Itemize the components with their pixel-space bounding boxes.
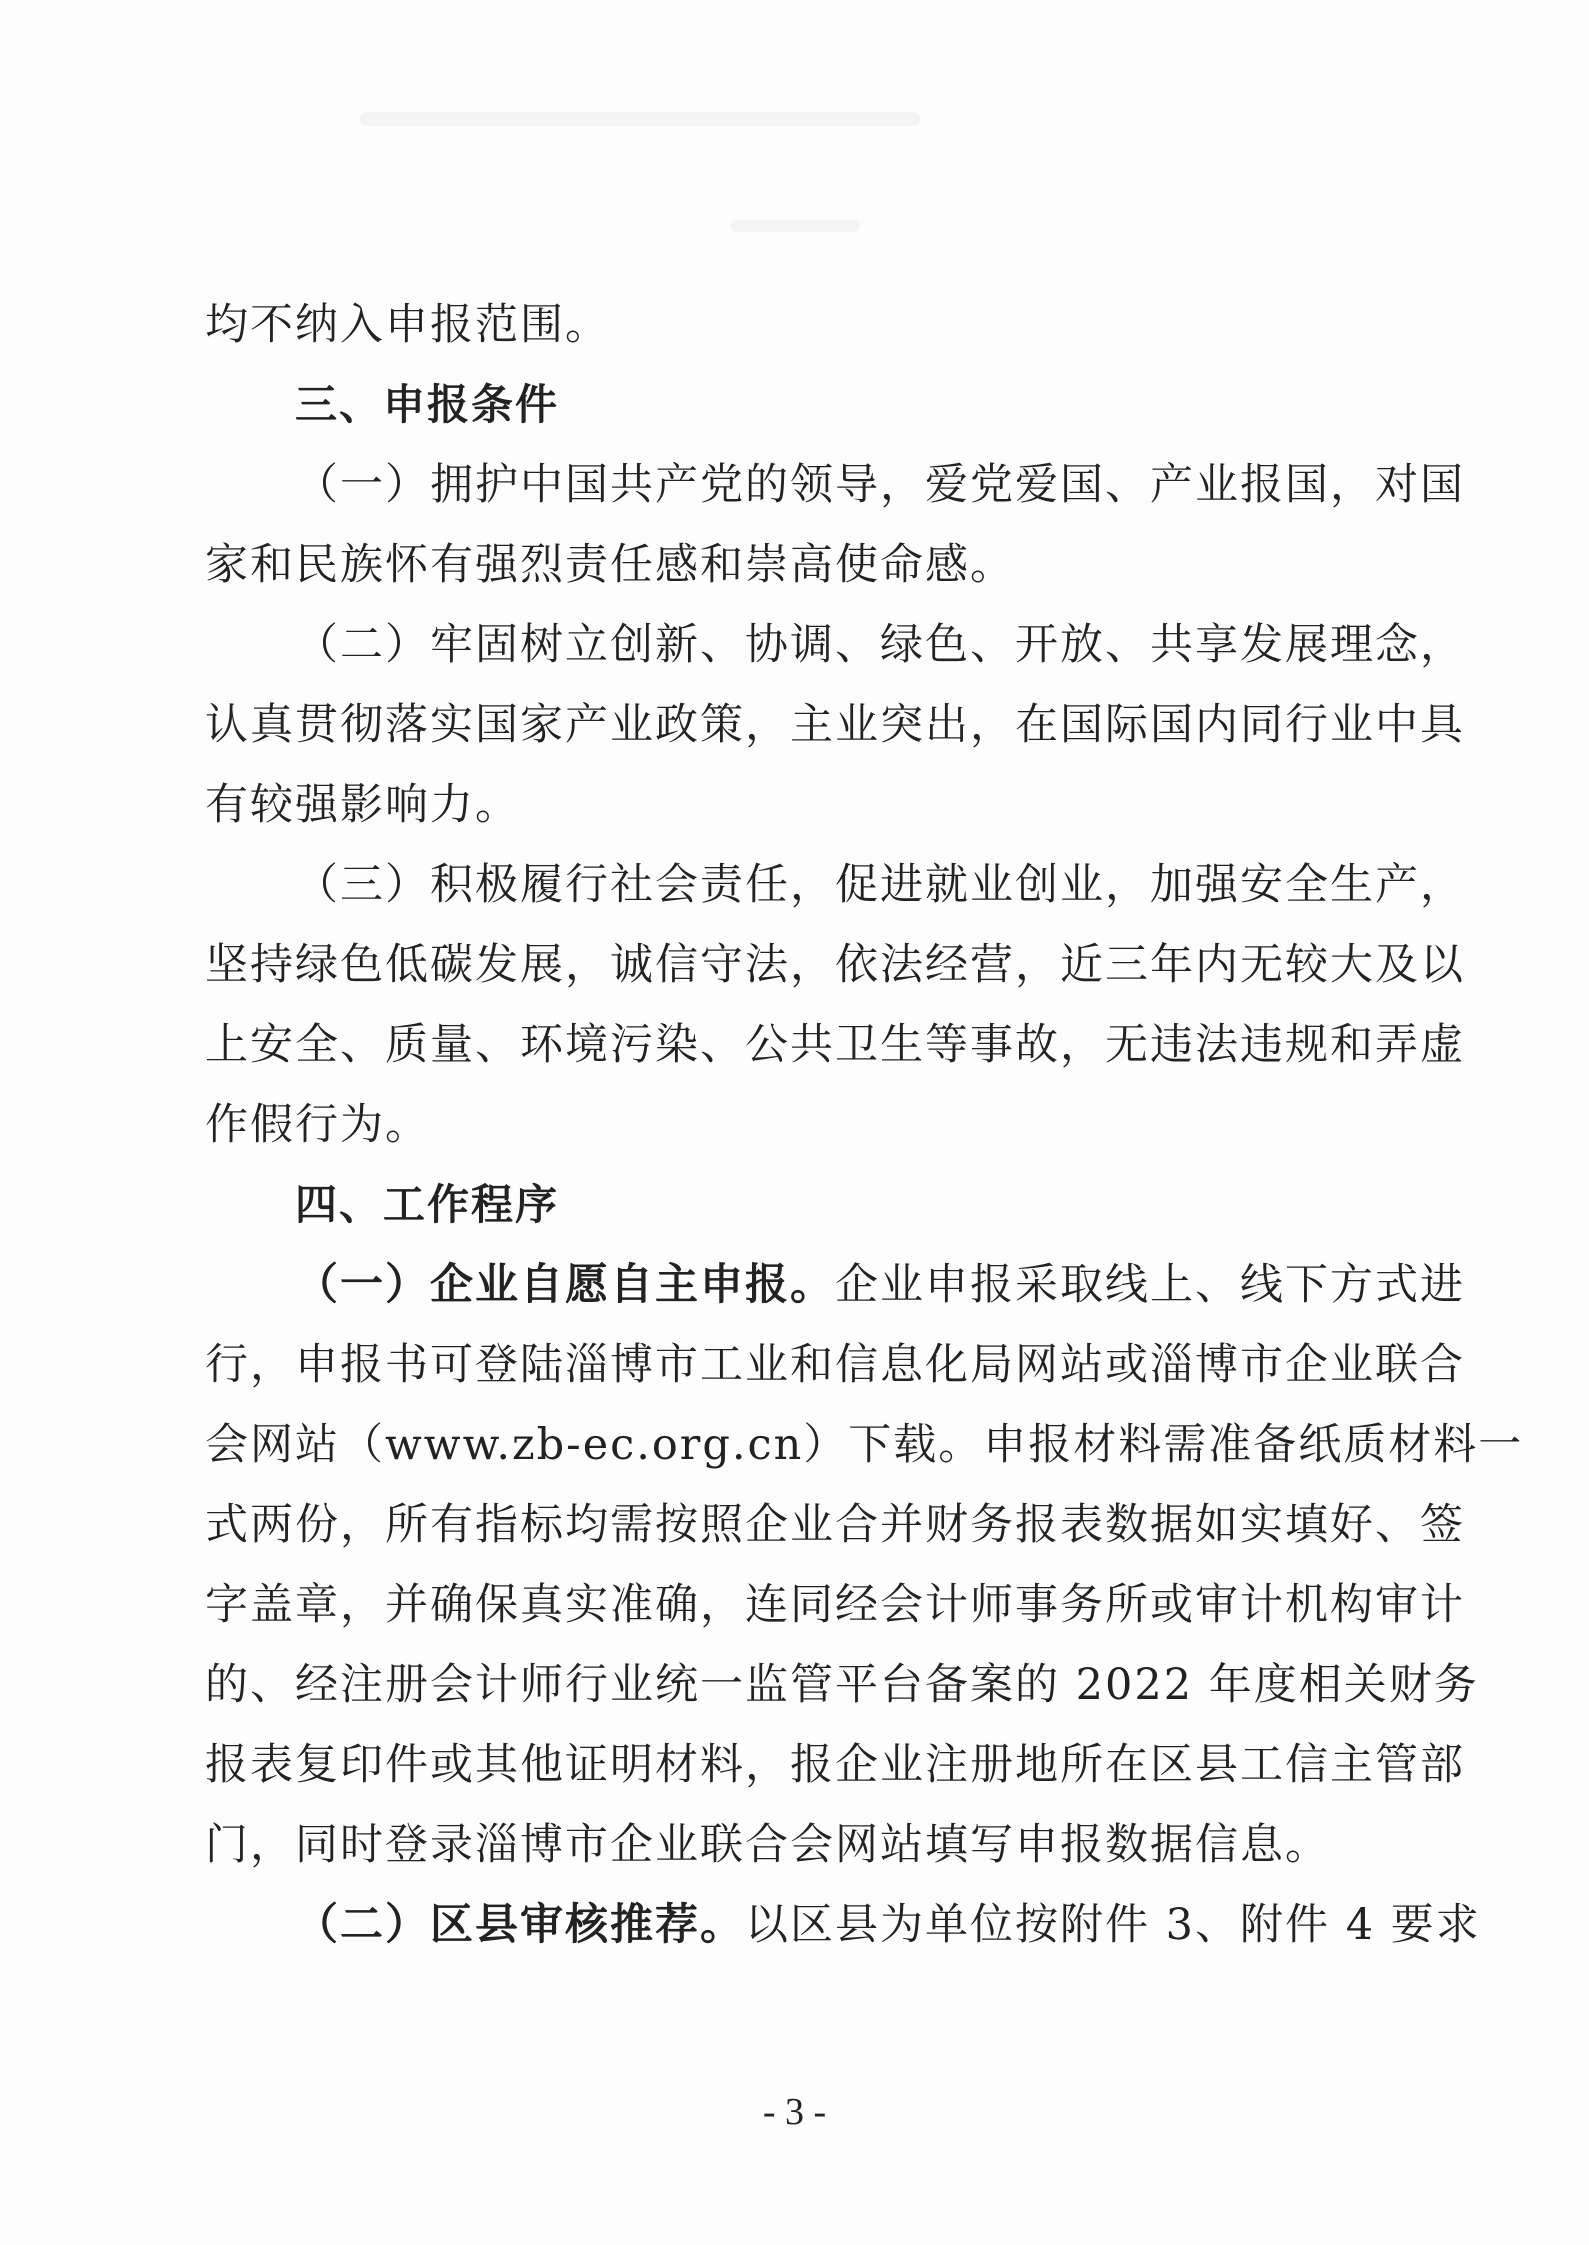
procedure-1-lead: （一）企业自愿自主申报。 <box>295 1260 835 1310</box>
paragraph-line <box>205 1245 1465 1325</box>
paragraph-line: 行，申报书可登陆淄博市工业和信息化局网站或淄博市企业联合 <box>205 1340 1465 1390</box>
paragraph-line: 字盖章，并确保真实准确，连同经会计师事务所或审计机构审计 <box>205 1580 1465 1630</box>
section-heading-conditions: 三、申报条件 <box>295 380 560 429</box>
paragraph-line: （一）拥护中国共产党的领导，爱党爱国、产业报国，对国 <box>295 460 1465 510</box>
faint-bleed-through <box>730 220 860 232</box>
paragraph-line: 报表复印件或其他证明材料，报企业注册地所在区县工信主管部 <box>205 1740 1465 1790</box>
page-number: - 3 - <box>762 2091 827 2133</box>
procedure-1-text: 企业申报采取线上、线下方式进 <box>835 1260 1465 1310</box>
paragraph-line: 作假行为。 <box>205 1100 430 1150</box>
paragraph-line <box>205 1885 1481 1965</box>
paragraph-line: 会网站（www.zb-ec.org.cn）下载。申报材料需准备纸质材料一 <box>205 1420 1524 1470</box>
procedure-2-text: 以区县为单位按附件 3、附件 4 要求 <box>745 1900 1481 1950</box>
paragraph-line: 家和民族怀有强烈责任感和崇高使命感。 <box>205 540 1015 590</box>
paragraph-line: （三）积极履行社会责任，促进就业创业，加强安全生产， <box>295 860 1465 910</box>
paragraph-line: 的、经注册会计师行业统一监管平台备案的 2022 年度相关财务 <box>205 1660 1479 1710</box>
paragraph-line: 门，同时登录淄博市企业联合会网站填写申报数据信息。 <box>205 1820 1330 1870</box>
section-heading-procedure: 四、工作程序 <box>295 1180 560 1229</box>
document-body <box>205 285 1524 1965</box>
paragraph-line: 式两份，所有指标均需按照企业合并财务报表数据如实填好、签 <box>205 1500 1465 1550</box>
faint-bleed-through <box>360 112 920 126</box>
paragraph-line: 均不纳入申报范围。 <box>205 300 610 350</box>
paragraph-line: 上安全、质量、环境污染、公共卫生等事故，无违法违规和弄虚 <box>205 1020 1465 1070</box>
procedure-2-lead: （二）区县审核推荐。 <box>295 1900 745 1950</box>
paragraph-line: 认真贯彻落实国家产业政策，主业突出，在国际国内同行业中具 <box>205 700 1465 750</box>
paragraph-line: （二）牢固树立创新、协调、绿色、开放、共享发展理念， <box>295 620 1465 670</box>
paragraph-line: 有较强影响力。 <box>205 780 520 830</box>
paragraph-line: 坚持绿色低碳发展，诚信守法，依法经营，近三年内无较大及以 <box>205 940 1465 990</box>
